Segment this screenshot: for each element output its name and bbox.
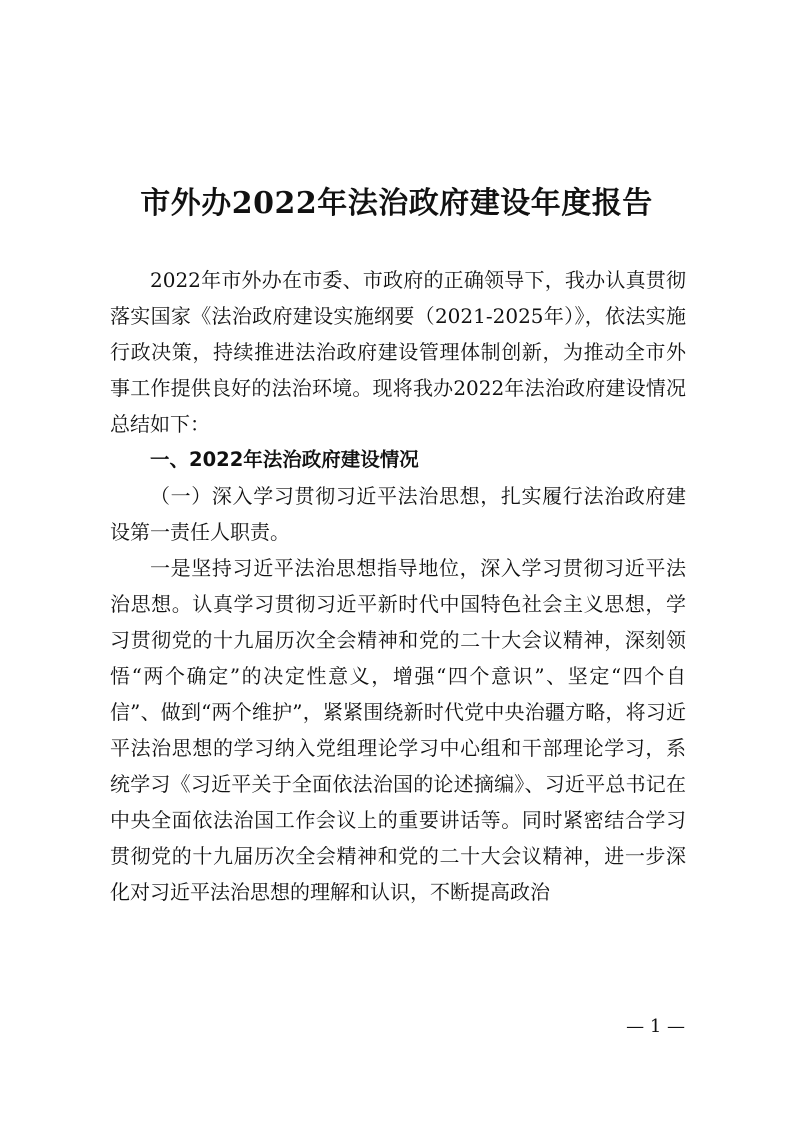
page-number: — 1 —: [626, 1016, 685, 1037]
subsection-heading: （一）深入学习贯彻习近平法治思想，扎实履行法治政府建设第一责任人职责。: [110, 484, 686, 544]
document-title: 市外办2022年法治政府建设年度报告: [140, 186, 653, 221]
body-paragraph: 一是坚持习近平法治思想指导地位，深入学习贯彻习近平法治思想。认真学习贯彻习近平新时代中国特色社会主义思想，学习贯彻党的十九届历次全会精神和党的二十大会议精神，深刻领悟“两个确定”的决定性意义，增强“四个意识”、坚定“四个自信”、做到“两个维护”，紧紧围绕新时代党中央治疆方略，将习近平法治思想的学习纳入党组理论学习中心组和干部理论学习，系统学习《习近平关于全面依法治国的论述摘编》、习近平总书记在中央全面依法治国工作会议上的重要讲话等。同时紧密结合学习贯彻党的十九届历次全会精神和党的二十大会议精神，进一步深化对习近平法治思想的理解和认识，不断提高政治: [110, 556, 686, 904]
intro-paragraph: 2022年市外办在市委、市政府的正确领导下，我办认真贯彻落实国家《法治政府建设实施纲要（2021-2025年）》，依法实施行政决策，持续推进法治政府建设管理体制创新，为推动全市外事工作提供良好的法治环境。现将我办2022年法治政府建设情况总结如下：: [110, 268, 686, 436]
section-heading: 一、2022年法治政府建设情况: [150, 448, 419, 471]
